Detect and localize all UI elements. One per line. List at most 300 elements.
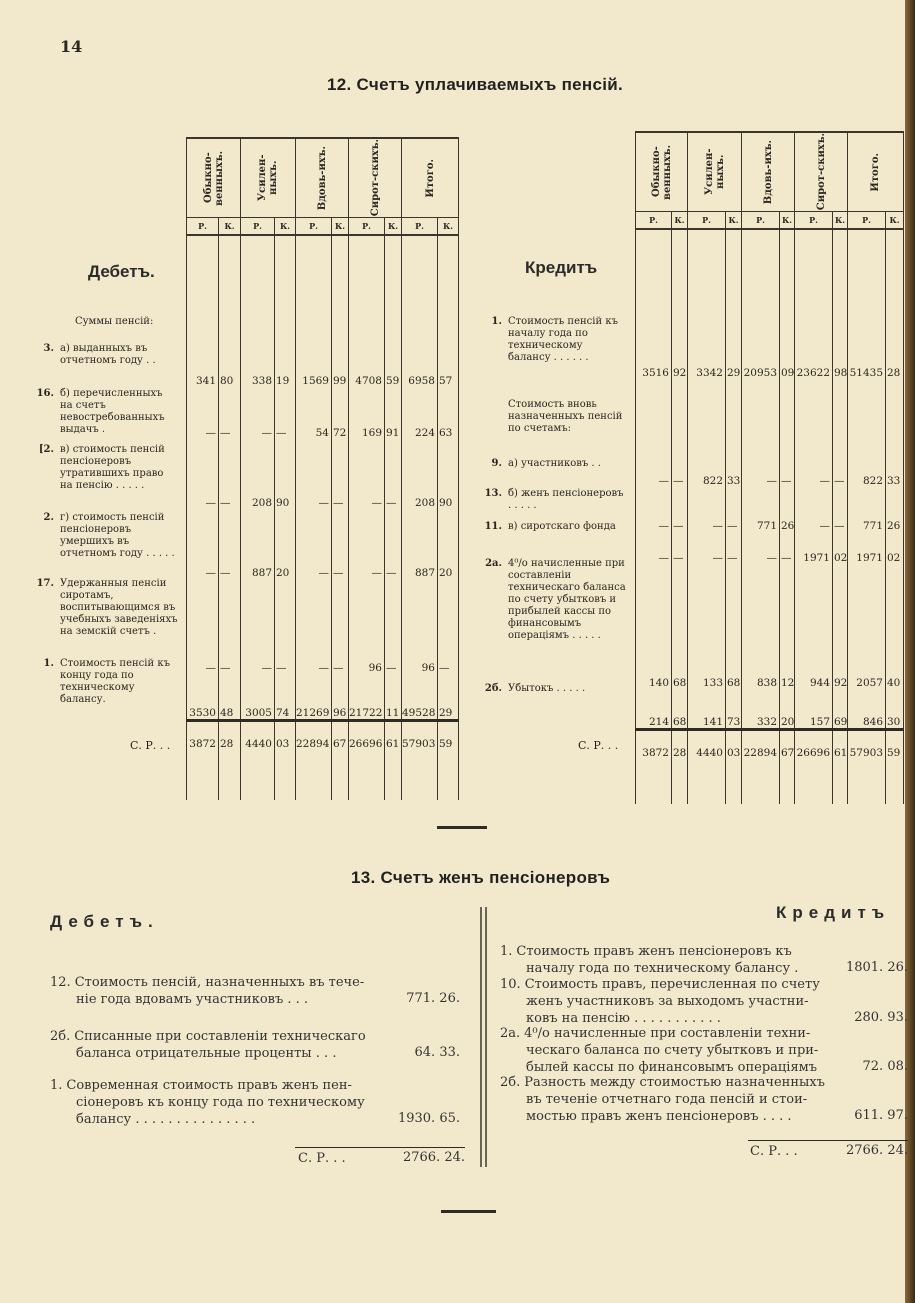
- rubles-cell: 140: [636, 564, 672, 689]
- rubles-cell: —: [795, 487, 833, 532]
- rubles-cell: —: [636, 532, 672, 564]
- rubles-cell: 332: [742, 689, 780, 729]
- kopecks-cell: —: [219, 439, 241, 509]
- column-header: [688, 132, 742, 212]
- row-number: 1.: [491, 316, 502, 327]
- total-cell: 59: [438, 720, 459, 800]
- kopecks-cell: 26: [886, 487, 904, 532]
- rubles-cell: 96: [349, 579, 385, 674]
- row-text: Удержанныя пенсіи сиротамъ, воспитывающимся въ учебныхъ заведеніяхъ на земскій счетъ .: [60, 578, 178, 637]
- row-number: 13.: [484, 488, 502, 499]
- rubles-cell: 1971: [795, 532, 833, 564]
- rubles-cell: —: [296, 579, 332, 674]
- rubles-cell: 54: [296, 387, 332, 439]
- total-cell: 61: [833, 729, 848, 804]
- s13-debit-heading: Дебетъ.: [50, 912, 159, 931]
- kopecks-cell: 11: [385, 674, 402, 720]
- kopecks-cell: —: [672, 532, 688, 564]
- row-text: 4⁰/о начисленные при составленіи техническаго баланса по счету убытковъ и прибылей кассы по финансовымъ операціямъ . . . . .: [508, 558, 626, 641]
- column-header-label: Вдовь-ихъ.: [762, 139, 774, 205]
- rubles-subheader: Р.: [187, 218, 219, 236]
- page-number: 14: [60, 37, 83, 56]
- rubles-cell: 3530: [187, 674, 219, 720]
- rubles-cell: 1971: [848, 532, 886, 564]
- kopecks-cell: 19: [275, 235, 296, 387]
- kopecks-cell: —: [385, 579, 402, 674]
- column-header: [402, 138, 459, 218]
- section-divider: [437, 826, 487, 829]
- entry-number: 2б.: [50, 1029, 71, 1044]
- kopecks-cell: —: [275, 387, 296, 439]
- entry-text: въ теченіе отчетнаго года пенсій и стои-: [526, 1092, 808, 1107]
- row-text: Стоимость вновь назначенныхъ пенсій по счетамъ:: [508, 399, 623, 434]
- credit-heading: Кредитъ: [525, 258, 598, 277]
- column-header-label: Вдовь-ихъ.: [316, 145, 328, 211]
- kopecks-cell: 28: [886, 229, 904, 379]
- entry-text: 4⁰/о начисленные при составленіи техни-: [524, 1026, 811, 1041]
- column-header-label: Сирот-скихъ.: [369, 139, 381, 217]
- rubles-cell: 208: [402, 439, 438, 509]
- rubles-subheader: Р.: [402, 218, 438, 236]
- rubles-cell: —: [296, 509, 332, 579]
- table-row: [187, 235, 459, 387]
- rubles-cell: —: [241, 579, 275, 674]
- entry-text: Современная стоимость правъ женъ пен-: [66, 1078, 352, 1093]
- kopecks-cell: 72: [332, 387, 349, 439]
- table-row: [636, 379, 904, 459]
- rubles-cell: 887: [402, 509, 438, 579]
- entry-text: началу года по техническому балансу .: [526, 961, 799, 976]
- entry-text: мостью правъ женъ пенсіонеровъ . . . .: [526, 1109, 792, 1124]
- rubles-subheader: Р.: [848, 212, 886, 230]
- row-text: а) участниковъ . .: [508, 458, 601, 469]
- total-cell: 28: [672, 729, 688, 804]
- account-entry: [500, 1025, 840, 1076]
- debit-group-label: Суммы пенсій:: [75, 316, 154, 327]
- total-cell: 67: [332, 720, 349, 800]
- kopecks-cell: 30: [886, 689, 904, 729]
- rubles-cell: —: [636, 459, 672, 487]
- kopecks-cell: 12: [780, 564, 795, 689]
- rubles-cell: —: [187, 509, 219, 579]
- rubles-subheader: Р.: [742, 212, 780, 230]
- kopecks-cell: 29: [438, 674, 459, 720]
- kopecks-cell: —: [726, 487, 742, 532]
- row-text: Стоимость пенсій къ концу года по техническому балансу.: [60, 658, 170, 705]
- table-row: [636, 229, 904, 379]
- kopecks-cell: 90: [275, 439, 296, 509]
- entry-text: Разность между стоимостью назначенныхъ: [524, 1075, 825, 1090]
- kopecks-cell: [726, 379, 742, 459]
- entry-text: Стоимость правъ женъ пенсіонеровъ къ: [516, 944, 792, 959]
- table-row: [636, 459, 904, 487]
- row-label: [30, 343, 178, 367]
- column-header-label: Итого.: [424, 158, 436, 198]
- kopecks-cell: 98: [833, 229, 848, 379]
- rubles-cell: [848, 379, 886, 459]
- rubles-subheader: Р.: [688, 212, 726, 230]
- row-label: [30, 512, 178, 560]
- entry-text: сіонеровъ къ концу года по техническому: [76, 1095, 365, 1110]
- rubles-cell: 771: [848, 487, 886, 532]
- rubles-cell: —: [187, 387, 219, 439]
- total-cell: 59: [886, 729, 904, 804]
- kopecks-cell: 26: [780, 487, 795, 532]
- kopecks-cell: 68: [672, 564, 688, 689]
- kopecks-cell: [672, 379, 688, 459]
- row-text: Убытокъ . . . . .: [508, 683, 586, 694]
- total-row: [187, 720, 459, 800]
- total-cell: 03: [275, 720, 296, 800]
- row-label: [478, 488, 628, 512]
- account-entry: [500, 1074, 840, 1125]
- kopecks-cell: 02: [886, 532, 904, 564]
- table-row: [187, 387, 459, 439]
- row-number: 11.: [484, 521, 502, 532]
- table-row: [187, 674, 459, 720]
- kopecks-cell: 91: [385, 387, 402, 439]
- rubles-cell: 887: [241, 509, 275, 579]
- account-entry: [500, 943, 840, 977]
- rubles-cell: —: [187, 579, 219, 674]
- s13-credit-total-rule: [748, 1140, 908, 1141]
- rubles-cell: 21722: [349, 674, 385, 720]
- kopecks-cell: 69: [833, 689, 848, 729]
- column-header: [296, 138, 349, 218]
- account-entry: [50, 1028, 400, 1062]
- rubles-cell: 96: [402, 579, 438, 674]
- kopecks-cell: 40: [886, 564, 904, 689]
- rubles-subheader: Р.: [349, 218, 385, 236]
- rubles-cell: —: [349, 509, 385, 579]
- rubles-cell: 822: [688, 459, 726, 487]
- rubles-cell: 3342: [688, 229, 726, 379]
- row-text: а) выданныхъ въ отчетномъ году . .: [60, 343, 156, 366]
- s13-debit-total-label: С. Р. . .: [298, 1151, 346, 1166]
- row-label: [30, 388, 178, 436]
- rubles-cell: [742, 379, 780, 459]
- entry-text: былей кассы по финансовымъ операціямъ: [526, 1060, 818, 1075]
- kopecks-cell: —: [780, 459, 795, 487]
- row-text: г) стоимость пенсій пенсіонеровъ умершихъ въ отчетномъ году . . . . .: [60, 512, 175, 559]
- entry-text: ческаго баланса по счету убытковъ и при-: [526, 1043, 819, 1058]
- total-cell: 4440: [688, 729, 726, 804]
- kopecks-cell: —: [726, 532, 742, 564]
- total-cell: 4440: [241, 720, 275, 800]
- column-divider: [480, 907, 482, 1167]
- row-label: [30, 444, 178, 492]
- kopecks-subheader: К.: [833, 212, 848, 230]
- kopecks-cell: —: [780, 532, 795, 564]
- total-label: С. Р. . .: [130, 739, 171, 752]
- rubles-cell: 214: [636, 689, 672, 729]
- kopecks-cell: 02: [833, 532, 848, 564]
- kopecks-subheader: К.: [438, 218, 459, 236]
- kopecks-cell: 99: [332, 235, 349, 387]
- row-text: в) стоимость пенсій пенсіонеровъ утратившихъ право на пенсію . . . . .: [60, 444, 165, 491]
- rubles-cell: 2057: [848, 564, 886, 689]
- kopecks-cell: 20: [438, 509, 459, 579]
- kopecks-cell: —: [219, 387, 241, 439]
- row-label: [30, 658, 178, 706]
- total-label: С. Р. . .: [578, 739, 619, 752]
- row-number: 16.: [36, 388, 54, 399]
- total-cell: 57903: [848, 729, 886, 804]
- rubles-cell: 157: [795, 689, 833, 729]
- total-cell: 22894: [296, 720, 332, 800]
- rubles-subheader: Р.: [795, 212, 833, 230]
- rubles-cell: 23622: [795, 229, 833, 379]
- rubles-cell: 822: [848, 459, 886, 487]
- table-row: [636, 564, 904, 689]
- kopecks-cell: —: [219, 509, 241, 579]
- entry-text: ніе года вдовамъ участниковъ . . .: [76, 992, 309, 1007]
- kopecks-cell: 20: [275, 509, 296, 579]
- total-cell: 26696: [795, 729, 833, 804]
- account-entry: [500, 976, 840, 1027]
- rubles-cell: 169: [349, 387, 385, 439]
- rubles-cell: —: [296, 439, 332, 509]
- table-row: [636, 689, 904, 729]
- rubles-cell: [636, 379, 672, 459]
- kopecks-cell: 33: [886, 459, 904, 487]
- row-text: б) перечисленныхъ на счетъ невостребованныхъ выдачъ .: [60, 388, 165, 435]
- table-row: [636, 532, 904, 564]
- rubles-cell: 133: [688, 564, 726, 689]
- entry-number: 1.: [500, 944, 513, 959]
- row-label: [30, 578, 178, 638]
- entry-text: ковъ на пенсію . . . . . . . . . . .: [526, 1011, 721, 1026]
- rubles-cell: —: [187, 439, 219, 509]
- entry-text: баланса отрицательные проценты . . .: [76, 1046, 337, 1061]
- entry-number: 1.: [50, 1078, 63, 1093]
- s13-debit-total: 2766. 24.: [402, 1150, 465, 1165]
- kopecks-cell: —: [833, 487, 848, 532]
- rubles-cell: —: [688, 487, 726, 532]
- kopecks-cell: —: [672, 459, 688, 487]
- rubles-cell: 771: [742, 487, 780, 532]
- rubles-cell: 3516: [636, 229, 672, 379]
- total-cell: 03: [726, 729, 742, 804]
- bottom-divider: [441, 1210, 496, 1213]
- section-13-title: 13. Счетъ женъ пенсіонеровъ: [351, 868, 611, 887]
- column-header-label: Усилен-ныхъ.: [703, 148, 726, 196]
- kopecks-cell: 68: [726, 564, 742, 689]
- entry-text: Стоимость правъ, перечисленная по счету: [524, 977, 820, 992]
- row-number: [2.: [38, 444, 54, 455]
- s13-credit-heading: Кредитъ: [776, 903, 891, 922]
- column-header: [241, 138, 296, 218]
- total-cell: 57903: [402, 720, 438, 800]
- column-header-label: Обыкно-венныхъ.: [650, 144, 673, 200]
- s13-debit-total-rule: [295, 1147, 465, 1148]
- account-entry: [50, 974, 400, 1008]
- rubles-cell: 846: [848, 689, 886, 729]
- entry-amount: 1801. 26.: [845, 960, 908, 975]
- rubles-cell: —: [636, 487, 672, 532]
- kopecks-cell: 59: [385, 235, 402, 387]
- total-cell: 28: [219, 720, 241, 800]
- rubles-cell: [688, 379, 726, 459]
- kopecks-cell: —: [332, 509, 349, 579]
- entry-text: Стоимость пенсій, назначенныхъ въ тече-: [74, 975, 365, 990]
- entry-amount: 280. 93.: [854, 1010, 908, 1025]
- kopecks-cell: 33: [726, 459, 742, 487]
- rubles-cell: 141: [688, 689, 726, 729]
- kopecks-cell: —: [275, 579, 296, 674]
- debit-heading: Дебетъ.: [88, 262, 155, 281]
- rubles-cell: —: [795, 459, 833, 487]
- rubles-cell: 224: [402, 387, 438, 439]
- row-text: б) женъ пенсіонеровъ . . . . .: [508, 488, 624, 511]
- kopecks-subheader: К.: [219, 218, 241, 236]
- kopecks-cell: 29: [726, 229, 742, 379]
- kopecks-subheader: К.: [385, 218, 402, 236]
- row-label: [478, 521, 628, 533]
- kopecks-cell: 57: [438, 235, 459, 387]
- rubles-cell: 6958: [402, 235, 438, 387]
- total-row: [636, 729, 904, 804]
- kopecks-cell: [780, 379, 795, 459]
- kopecks-cell: 48: [219, 674, 241, 720]
- column-header: [349, 138, 402, 218]
- column-header: [636, 132, 688, 212]
- row-label: [478, 558, 628, 642]
- entry-amount: 611. 97.: [854, 1108, 908, 1123]
- kopecks-subheader: К.: [275, 218, 296, 236]
- kopecks-cell: 73: [726, 689, 742, 729]
- table-row: [187, 439, 459, 509]
- rubles-cell: [795, 379, 833, 459]
- rubles-cell: 338: [241, 235, 275, 387]
- s13-credit-total-label: С. Р. . .: [750, 1144, 798, 1159]
- row-label: [478, 683, 628, 695]
- kopecks-cell: —: [438, 579, 459, 674]
- rubles-cell: —: [349, 439, 385, 509]
- rubles-subheader: Р.: [241, 218, 275, 236]
- rubles-cell: 838: [742, 564, 780, 689]
- kopecks-cell: 92: [833, 564, 848, 689]
- row-number: 2.: [43, 512, 54, 523]
- credit-table: [635, 131, 904, 804]
- s13-credit-total: 2766. 24.: [845, 1143, 908, 1158]
- column-header-label: Сирот-скихъ.: [815, 133, 827, 211]
- total-cell: 3872: [187, 720, 219, 800]
- column-divider: [485, 907, 487, 1167]
- kopecks-cell: 74: [275, 674, 296, 720]
- kopecks-cell: [833, 379, 848, 459]
- entry-number: 10.: [500, 977, 521, 992]
- rubles-cell: 208: [241, 439, 275, 509]
- total-cell: 22894: [742, 729, 780, 804]
- column-header: [848, 132, 904, 212]
- table-row: [187, 579, 459, 674]
- rubles-cell: 21269: [296, 674, 332, 720]
- entry-amount: 1930. 65.: [397, 1111, 460, 1126]
- kopecks-cell: 90: [438, 439, 459, 509]
- rubles-cell: 20953: [742, 229, 780, 379]
- row-number: 2б.: [484, 683, 502, 694]
- rubles-cell: 3005: [241, 674, 275, 720]
- entry-amount: 64. 33.: [414, 1045, 460, 1060]
- table-row: [636, 487, 904, 532]
- rubles-subheader: Р.: [296, 218, 332, 236]
- rubles-cell: 1569: [296, 235, 332, 387]
- kopecks-cell: —: [332, 439, 349, 509]
- kopecks-cell: 63: [438, 387, 459, 439]
- rubles-cell: 944: [795, 564, 833, 689]
- kopecks-cell: —: [833, 459, 848, 487]
- kopecks-cell: [886, 379, 904, 459]
- column-header: [795, 132, 848, 212]
- kopecks-subheader: К.: [780, 212, 795, 230]
- total-cell: 67: [780, 729, 795, 804]
- row-number: 1.: [43, 658, 54, 669]
- kopecks-cell: 96: [332, 674, 349, 720]
- column-header-label: Усилен-ныхъ.: [257, 154, 279, 202]
- row-number: 3.: [43, 343, 54, 354]
- rubles-cell: 4708: [349, 235, 385, 387]
- kopecks-cell: —: [385, 509, 402, 579]
- row-text: в) сиротскаго фонда: [508, 521, 616, 532]
- kopecks-cell: 92: [672, 229, 688, 379]
- column-header: [187, 138, 241, 218]
- kopecks-subheader: К.: [886, 212, 904, 230]
- kopecks-cell: —: [219, 579, 241, 674]
- entry-text: женъ участниковъ за выходомъ участни-: [526, 994, 809, 1009]
- entry-amount: 72. 08.: [862, 1059, 908, 1074]
- entry-amount: 771. 26.: [406, 991, 460, 1006]
- rubles-cell: —: [742, 459, 780, 487]
- table-row: [187, 509, 459, 579]
- row-label: [478, 316, 628, 364]
- entry-number: 2б.: [500, 1075, 521, 1090]
- kopecks-cell: 80: [219, 235, 241, 387]
- kopecks-cell: —: [385, 439, 402, 509]
- total-cell: 3872: [636, 729, 672, 804]
- kopecks-cell: —: [672, 487, 688, 532]
- column-header-label: Обыкно-венныхъ.: [202, 150, 225, 206]
- section-12-title: 12. Счетъ уплачиваемыхъ пенсій.: [327, 75, 624, 94]
- entry-number: 2а.: [500, 1026, 521, 1041]
- kopecks-cell: —: [332, 579, 349, 674]
- entry-number: 12.: [50, 975, 71, 990]
- total-cell: 61: [385, 720, 402, 800]
- rubles-cell: 341: [187, 235, 219, 387]
- row-label: [478, 399, 628, 435]
- row-label: [478, 458, 628, 470]
- kopecks-cell: 09: [780, 229, 795, 379]
- rubles-cell: —: [241, 387, 275, 439]
- kopecks-subheader: К.: [672, 212, 688, 230]
- total-cell: 26696: [349, 720, 385, 800]
- rubles-cell: 49528: [402, 674, 438, 720]
- entry-text: балансу . . . . . . . . . . . . . . .: [76, 1112, 256, 1127]
- column-header: [742, 132, 795, 212]
- row-text: Стоимость пенсій къ началу года по техническому балансу . . . . . .: [508, 316, 618, 363]
- rubles-cell: —: [742, 532, 780, 564]
- rubles-cell: —: [688, 532, 726, 564]
- column-header-label: Итого.: [870, 152, 881, 192]
- kopecks-cell: 20: [780, 689, 795, 729]
- kopecks-subheader: К.: [332, 218, 349, 236]
- account-entry: [50, 1077, 400, 1128]
- debit-table: [186, 137, 459, 800]
- entry-text: Списанные при составленіи техническаго: [74, 1029, 366, 1044]
- kopecks-subheader: К.: [726, 212, 742, 230]
- row-number: 17.: [36, 578, 54, 589]
- row-number: 9.: [491, 458, 502, 469]
